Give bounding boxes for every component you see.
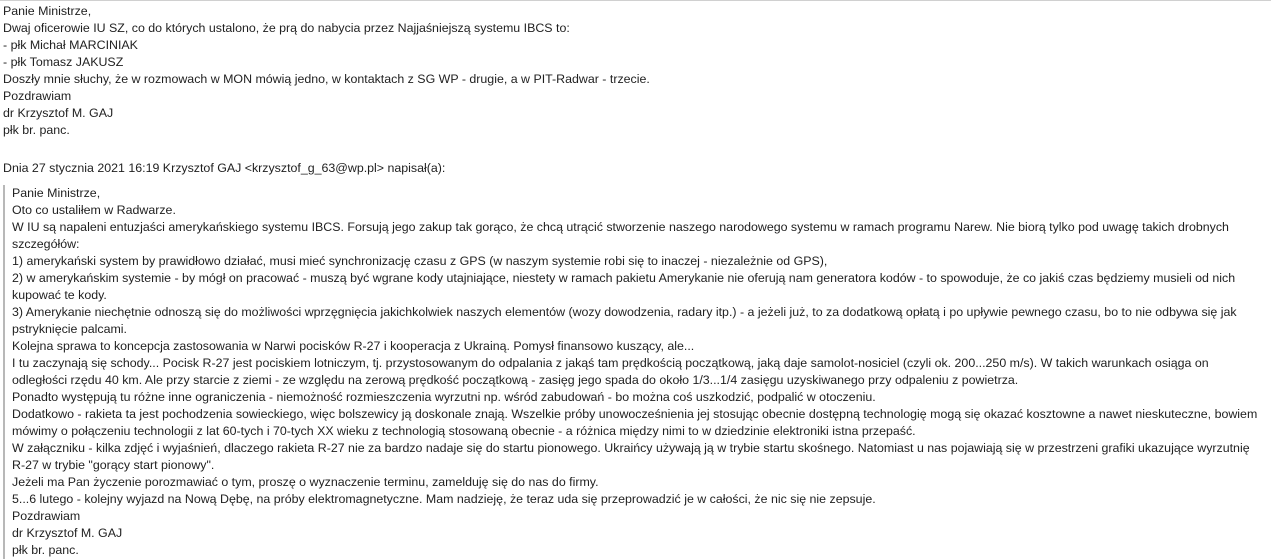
- closing: Pozdrawiam: [3, 89, 72, 103]
- signature-name: dr Krzysztof M. GAJ: [12, 526, 123, 540]
- signature-name: dr Krzysztof M. GAJ: [3, 106, 114, 120]
- list-item: - płk Michał MARCINIAK: [3, 38, 138, 52]
- body-line: Dwaj oficerowie IU SZ, co do których ustalono, że prą do nabycia przez Najjaśniejszą systemu IBCS to:: [3, 21, 570, 35]
- signature-rank: płk br. panc.: [12, 543, 79, 557]
- top-divider: [0, 0, 1271, 1]
- list-item: - płk Tomasz JAKUSZ: [3, 55, 124, 69]
- email-message-body: [3, 3, 1265, 559]
- body-line: 5...6 lutego - kolejny wyjazd na Nową Dębę, na próby elektromagnetyczne. Mam nadzieję, że teraz uda się przeprowadzić je w całości, że nic się nie zepsuje.: [12, 492, 876, 506]
- list-item: 2) w amerykańskim systemie - by mógł on pracować - muszą być wgrane kody utajniające, niestety w ramach pakietu Amerykanie nie oferują nam generatora kodów - to spowoduje, że co jakiś czas będziemy musieli od nich kupować te kody.: [12, 271, 1236, 302]
- body-line: W załączniku - kilka zdjęć i wyjaśnień, dlaczego rakieta R-27 nie za bardzo nadaje się do startu pionowego. Ukraińcy używają ją w trybie startu skośnego. Natomiast u nas pojawiają się w przestrzeni grafiki ukazujące wyrzutnię R-27 w trybie "gorący start pionowy".: [12, 441, 1250, 472]
- body-line: Kolejna sprawa to koncepcja zastosowania w Narwi pocisków R-27 i kooperacja z Ukrainą. Pomysł finansowo kuszący, ale...: [12, 339, 695, 353]
- body-line: Oto co ustaliłem w Radwarze.: [12, 203, 176, 217]
- signature-rank: płk br. panc.: [3, 123, 70, 137]
- body-line: W IU są napaleni entuzjaści amerykańskiego systemu IBCS. Forsują jego zakup tak gorąco, że chcą utrącić stworzenie naszego narodowego systemu w ramach programu Narew. Nie biorą tylko pod uwagę takich drobnych szczegółów:: [12, 220, 1229, 251]
- body-line: Jeżeli ma Pan życzenie porozmawiać o tym, proszę o wyznaczenie terminu, zamelduję się do nas do firmy.: [12, 475, 599, 489]
- list-item: 1) amerykański system by prawidłowo działać, musi mieć synchronizację czasu z GPS (w naszym systemie robi się to inaczej - niezależnie od GPS),: [12, 254, 828, 268]
- body-line: I tu zaczynają się schody... Pocisk R-27 jest pociskiem lotniczym, tj. przystosowanym do odpalania z jakąś tam prędkością początkową, jaką daje samolot-nosiciel (czyli ok. 200...250 m/s). W takich warunkach osiąga on odległości rzędu 40 km. Ale przy starcie z ziemi - ze względu na zerową prędkość początkową - zasięg jego spada do około 1/3...1/4 zasięgu uzyskiwanego przy odpaleniu z powietrza.: [12, 356, 1209, 387]
- quoted-message: [3, 185, 1258, 559]
- list-item: 3) Amerykanie niechętnie odnoszą się do możliwości wprzęgnięcia jakichkolwiek naszych elementów (wozy dowodzenia, radary itp.) - a jeżeli już, to za dodatkową opłatą i po upływie pewnego czasu, bo to nie odbywa się jak pstryknięcie palcami.: [12, 305, 1237, 336]
- blank-line: [3, 139, 1265, 156]
- quote-attribution: Dnia 27 stycznia 2021 16:19 Krzysztof GAJ <krzysztof_g_63@wp.pl> napisał(a):: [3, 161, 446, 175]
- body-line: Doszły mnie słuchy, że w rozmowach w MON mówią jedno, w kontaktach z SG WP - drugie, a w PIT-Radwar - trzecie.: [3, 72, 650, 86]
- reply-text: [3, 3, 1265, 139]
- closing: Pozdrawiam: [12, 509, 81, 523]
- body-line: Ponadto występują tu różne inne ograniczenia - niemożność rozmieszczenia wyrzutni np. wśród zabudowań - bo można coś uszkodzić, podpalić w otoczeniu.: [12, 390, 876, 404]
- greeting: Panie Ministrze,: [12, 186, 101, 200]
- body-line: Dodatkowo - rakieta ta jest pochodzenia sowieckiego, więc bolszewicy ją doskonale znają. Wszelkie próby unowocześnienia jej stosując obecnie dostępną technologię mogą się okazać kosztowne a nawet nieskuteczne, bowiem mówimy o połączeniu technologii z lat 60-tych i 70-tych XX wieku z technologią stosowaną obecnie - a różnica między nimi to w dziedzinie elektroniki istna przepaść.: [12, 407, 1258, 438]
- greeting: Panie Ministrze,: [3, 4, 92, 18]
